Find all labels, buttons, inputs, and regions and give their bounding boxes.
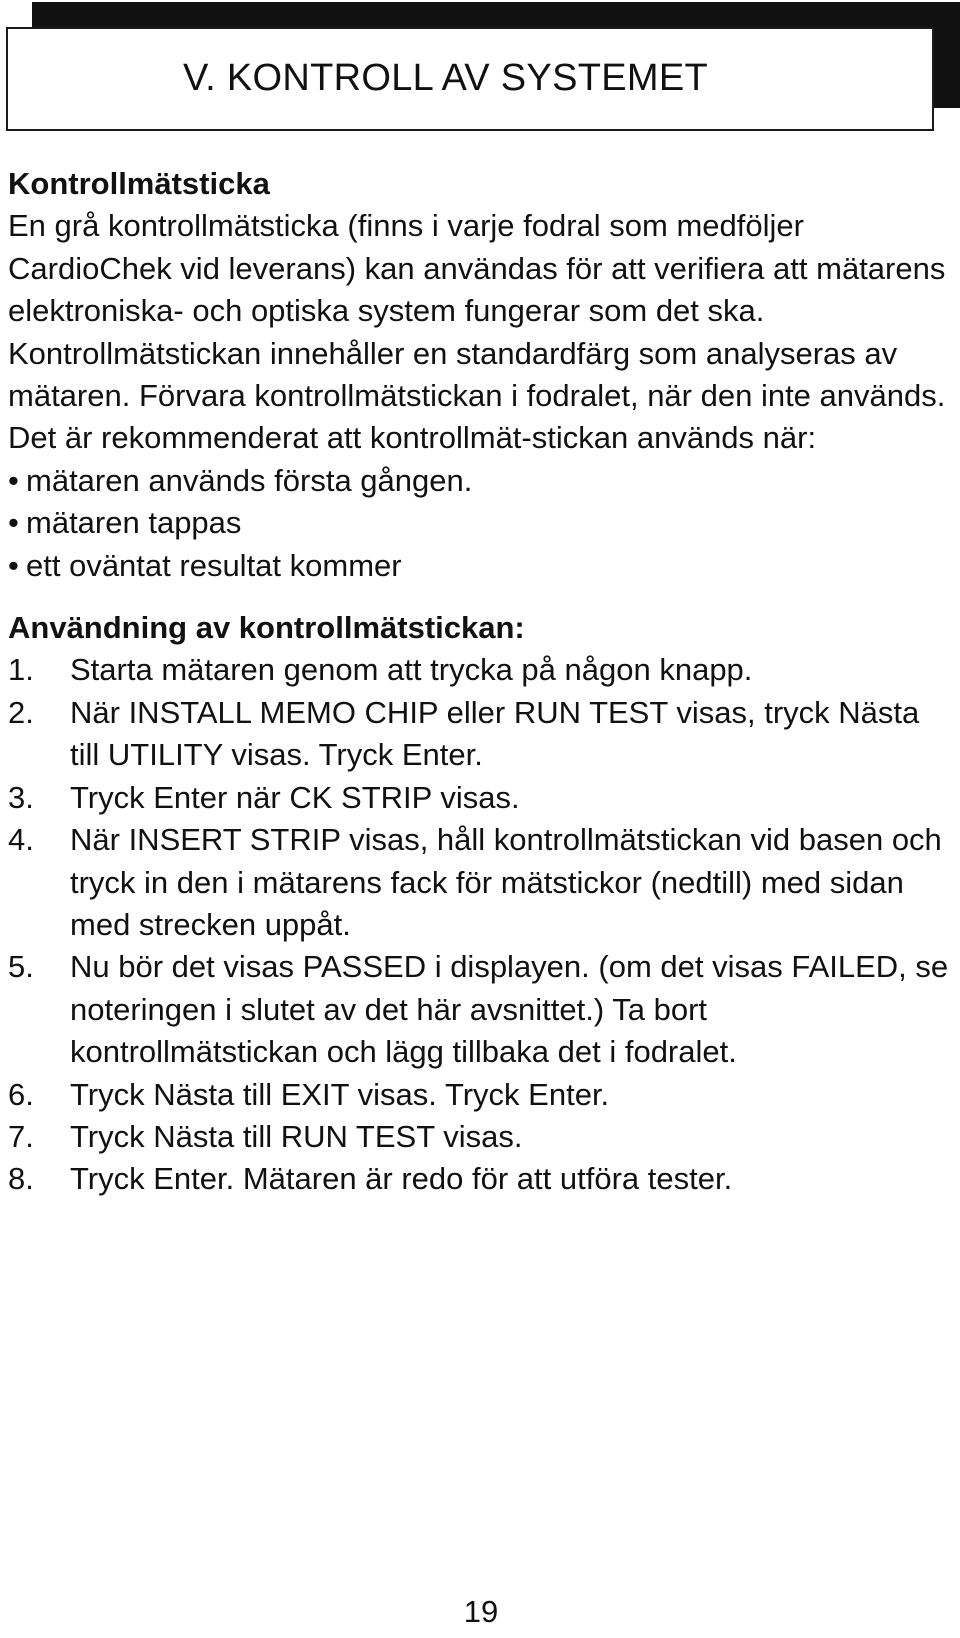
step-number: 1. <box>8 652 34 688</box>
step-text: Tryck Nästa till EXIT visas. Tryck Enter. <box>70 1076 610 1112</box>
step-item <box>8 819 953 946</box>
step-number: 5. <box>8 949 34 985</box>
step-item <box>8 692 953 777</box>
bullet-icon: • <box>8 505 19 541</box>
step-number: 7. <box>8 1118 34 1154</box>
intro-paragraph: En grå kontrollmätsticka (finns i varje fodral som medföljer CardioChek vid leverans) kan användas för att verifiera att mätarens elektroniska- och optiska system fungerar som det ska. Kontrollmätstickan innehåller en standardfärg som analyseras av mätaren. Förvara kontrollmätstickan i fodralet, när den inte används. Det är rekommenderat att kontrollmät-stickan används när: <box>8 208 946 456</box>
step-number: 3. <box>8 779 34 815</box>
step-number: 6. <box>8 1076 34 1112</box>
step-text: Tryck Nästa till RUN TEST visas. <box>70 1118 523 1154</box>
list-item-text: mätaren används första gången. <box>26 462 473 498</box>
section-heading-control-strip: Kontrollmätsticka <box>8 166 270 201</box>
step-item <box>8 1116 953 1158</box>
list-item <box>8 460 953 502</box>
step-item <box>8 1158 953 1200</box>
step-text: Tryck Enter när CK STRIP visas. <box>70 779 520 815</box>
main-content <box>8 163 953 1201</box>
bullet-icon: • <box>8 462 19 498</box>
step-text: När INSERT STRIP visas, håll kontrollmätstickan vid basen och tryck in den i mätarens fack för mätstickor (nedtill) med sidan med strecken uppåt. <box>70 822 942 942</box>
list-item-text: mätaren tappas <box>26 505 242 541</box>
page-number-container <box>0 1592 960 1632</box>
list-item <box>8 502 953 544</box>
step-item <box>8 777 953 819</box>
bullet-icon: • <box>8 547 19 583</box>
usage-steps-list <box>8 649 953 1200</box>
step-text: Starta mätaren genom att trycka på någon knapp. <box>70 652 753 688</box>
step-item <box>8 649 953 691</box>
usage-conditions-list <box>8 460 953 587</box>
step-text: Tryck Enter. Mätaren är redo för att utföra tester. <box>70 1161 733 1197</box>
step-text: När INSTALL MEMO CHIP eller RUN TEST visas, tryck Nästa till UTILITY visas. Tryck Enter. <box>70 694 920 773</box>
step-text: Nu bör det visas PASSED i displayen. (om det visas FAILED, se noteringen i slutet av det här avsnittet.) Ta bort kontrollmätstickan och lägg tillbaka det i fodralet. <box>70 949 949 1070</box>
step-item <box>8 1074 953 1116</box>
step-item <box>8 946 953 1073</box>
page-number: 19 <box>463 1594 499 1629</box>
step-number: 2. <box>8 694 34 730</box>
section-heading-usage: Användning av kontrollmätstickan: <box>8 610 525 646</box>
list-item-text: ett oväntat resultat kommer <box>26 547 402 583</box>
list-item <box>8 545 953 587</box>
step-number: 8. <box>8 1161 34 1197</box>
step-number: 4. <box>8 822 34 858</box>
page-title: V. KONTROLL AV SYSTEMET <box>183 57 708 99</box>
